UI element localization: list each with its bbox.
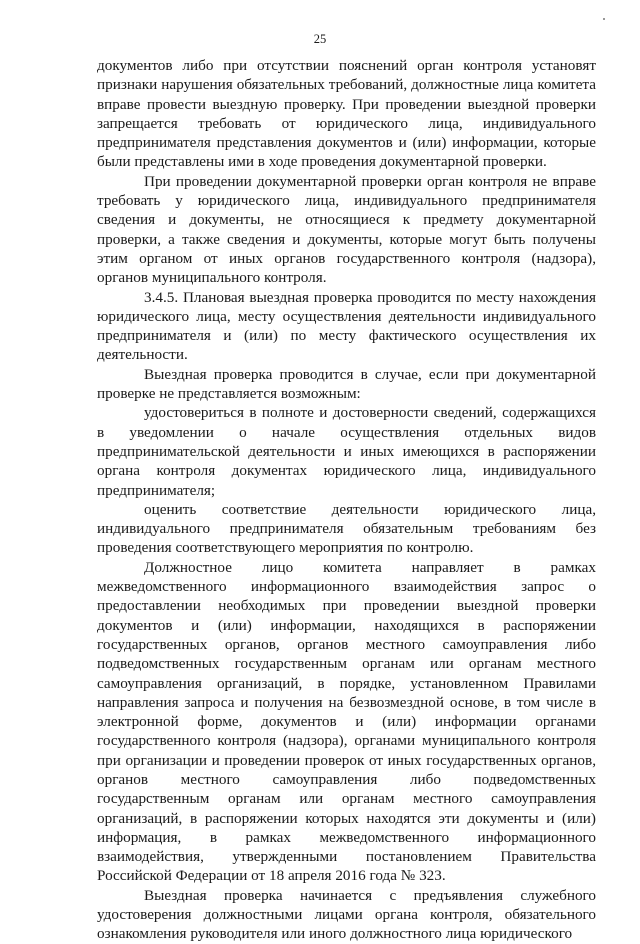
ink-speck: [603, 18, 605, 20]
paragraph-onsite-check-cases: Выездная проверка проводится в случае, если при документарной проверке не представляется возможным:: [97, 365, 596, 403]
paragraph-documentary-check-restrictions: При проведении документарной проверки орган контроля не вправе требовать у юридического лица, индивидуального предпринимателя сведения и документы, не относящиеся к предмету документарной проверки, а также сведения и документы, которые могут быть получены этим органом от иных органов государственного контроля (надзора), органов муниципального контроля.: [97, 172, 596, 287]
page-number: 25: [313, 32, 327, 46]
paragraph-3-4-5: 3.4.5. Плановая выездная проверка проводится по месту нахождения юридического лица, месту осуществления деятельности индивидуального предпринимателя и (или) по месту фактического осуществления их деятельности.: [97, 288, 596, 364]
document-body: [97, 56, 596, 944]
list-item-verify-completeness: удостовериться в полноте и достоверности сведений, содержащихся в уведомлении о начале осуществления отдельных видов предпринимательской деятельности и иных имеющихся в распоряжении органа контроля документах юридического лица, индивидуального предпринимателя;: [97, 404, 596, 499]
paragraph-interagency-request: Должностное лицо комитета направляет в рамках межведомственного информационного взаимодействия запрос о предоставлении необходимых при проведении выездной проверки документов и (или) информации, находящихся в распоряжении государственных органов, органов местного самоуправления либо подведомственных государственным органам или органам местного самоуправления организаций, в порядке, установленном Правилами направления запроса и получения на безвозмездной основе, в том числе в электронной форме, документов и (или) информации органами государственного контроля (надзора), органами муниципального контроля при организации и проведении проверок от иных государственных органов, органов местного самоуправления либо подведомственных государственным органам или органам местного самоуправления организаций, в распоряжении которых находятся эти документы и (или) информация, в рамках межведомственного информационного взаимодействия, утвержденными постановлением Правительства Российской Федерации от 18 апреля 2016 года № 323.: [97, 558, 596, 885]
list-item-assess-compliance: оценить соответствие деятельности юридического лица, индивидуального предпринимателя обязательным требованиям без проведения соответствующего мероприятия по контролю.: [97, 500, 596, 557]
paragraph-check-start: Выездная проверка начинается с предъявления служебного удостоверения должностными лицами органа контроля, обязательного ознакомления руководителя или иного должностного лица юридического: [97, 886, 596, 943]
paragraph-continuation: документов либо при отсутствии пояснений орган контроля установят признаки нарушения обязательных требований, должностные лица комитета вправе провести выездную проверку. При проведении выездной проверки запрещается требовать от юридического лица, индивидуального предпринимателя представления документов и (или) информации, которые были представлены ими в ходе проведения документарной проверки.: [97, 57, 596, 171]
